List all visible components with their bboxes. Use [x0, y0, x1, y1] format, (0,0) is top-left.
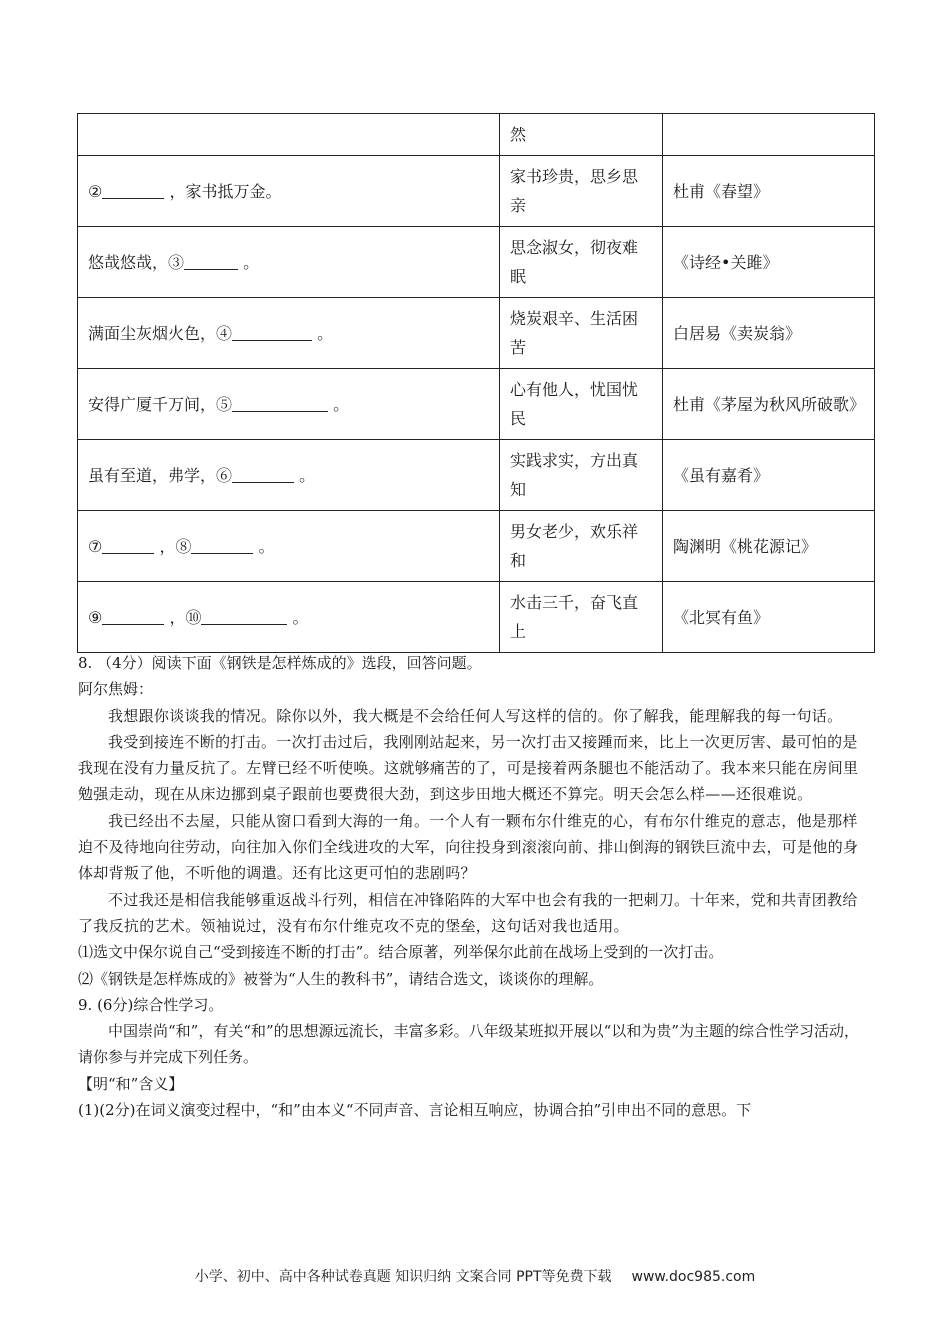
source-cell: 陶渊明《桃花源记》	[663, 511, 875, 582]
meaning-cell: 烧炭艰辛、生活困苦	[500, 298, 663, 369]
table-row	[78, 582, 875, 653]
excerpt-paragraph: 我想跟你谈谈我的情况。除你以外，我大概是不会给任何人写这样的信的。你了解我，能理解我的每一句话。	[108, 706, 843, 725]
meaning-cell: 心有他人，忧国忧民	[500, 369, 663, 440]
meaning-cell: 然	[500, 114, 663, 156]
answer-blank[interactable]	[184, 253, 238, 270]
source-cell: 《虽有嘉肴》	[663, 440, 875, 511]
source-cell: 白居易《卖炭翁》	[663, 298, 875, 369]
line-cell	[78, 114, 500, 156]
answer-blank[interactable]	[232, 324, 312, 341]
answer-blank[interactable]	[102, 182, 164, 199]
q9-section: 【明“和”含义】	[78, 1074, 184, 1093]
excerpt-paragraph: 我受到接连不断的打击。一次打击过后，我刚刚站起来，另一次打击又接踵而来，比上一次更厉害、最可怕的是我现在没有力量反抗了。左臂已经不听使唤。这就够痛苦的了，可是接着两条腿也不能活动了。我本来只能在房间里勉强走动，现在从床边挪到桌子跟前也要费很大劲，到这步田地大概还不算完。明天会怎么样——还很难说。	[78, 732, 859, 804]
excerpt-paragraph: 不过我还是相信我能够重返战斗行列，相信在冲锋陷阵的大军中也会有我的一把刺刀。十年来，党和共青团教给了我反抗的艺术。领袖说过，没有布尔什维克攻不克的堡垒，这句话对我也适用。	[78, 890, 858, 935]
source-cell: 《诗经•关雎》	[663, 227, 875, 298]
table-row	[78, 511, 875, 582]
answer-blank[interactable]	[232, 466, 294, 483]
line-cell: ② ，家书抵万金。	[78, 156, 500, 227]
footer-text: 小学、初中、高中各种试卷真题 知识归纳 文案合同 PPT等免费下载	[194, 1269, 612, 1285]
source-cell: 杜甫《茅屋为秋风所破歌》	[663, 369, 875, 440]
line-cell: ⑨ ，⑩ 。	[78, 582, 500, 653]
q9-title: 9. (6分)综合性学习。	[78, 995, 224, 1014]
answer-blank[interactable]	[191, 537, 253, 554]
source-cell: 杜甫《春望》	[663, 156, 875, 227]
answer-blank[interactable]	[232, 395, 328, 412]
line-cell: 满面尘灰烟火色，④ 。	[78, 298, 500, 369]
answer-blank[interactable]	[102, 537, 154, 554]
q9-intro: 中国崇尚“和”，有关“和”的思想源远流长，丰富多彩。八年级某班拟开展以“以和为贵”为主题的综合性学习活动，请你参与并完成下列任务。	[78, 1022, 860, 1067]
question-body	[78, 650, 868, 1123]
line-cell: 安得广厦千万间，⑤ 。	[78, 369, 500, 440]
excerpt-paragraph: 我已经出不去屋，只能从窗口看到大海的一角。一个人有一颗布尔什维克的心，有布尔什维克的意志，他是那样迫不及待地向往劳动，向往加入你们全线进攻的大军，向往投身到滚滚向前、排山倒海的钢铁巨流中去，可是他的身体却背叛了他，不听他的调遣。还有比这更可怕的悲剧吗？	[78, 811, 859, 883]
answer-blank[interactable]	[102, 608, 164, 625]
table-row	[78, 156, 875, 227]
poem-table	[77, 113, 875, 653]
meaning-cell: 家书珍贵，思乡思亲	[500, 156, 663, 227]
footer-url[interactable]: www.doc985.com	[631, 1269, 756, 1285]
meaning-cell: 思念淑女，彻夜难眠	[500, 227, 663, 298]
table-row	[78, 369, 875, 440]
table-row	[78, 440, 875, 511]
meaning-cell: 实践求实，方出真知	[500, 440, 663, 511]
source-cell: 《北冥有鱼》	[663, 582, 875, 653]
table-row	[78, 298, 875, 369]
line-cell: ⑦ ，⑧ 。	[78, 511, 500, 582]
meaning-cell: 男女老少，欢乐祥和	[500, 511, 663, 582]
answer-blank[interactable]	[201, 608, 287, 625]
q8-sub2: ⑵《钢铁是怎样炼成的》被誉为“人生的教科书”，请结合选文，谈谈你的理解。	[78, 969, 604, 988]
table-row	[78, 114, 875, 156]
q8-sub1: ⑴选文中保尔说自己“受到接连不断的打击”。结合原著，列举保尔此前在战场上受到的一次打击。	[78, 943, 724, 962]
page-footer	[0, 1266, 950, 1286]
line-cell: 悠哉悠哉，③ 。	[78, 227, 500, 298]
q9-sub1: (1)(2分)在词义演变过程中，“和”由本义“不同声音、言论相互响应，协调合拍”引申出不同的意思。下	[78, 1101, 752, 1120]
q8-title: 8. （4分）阅读下面《钢铁是怎样炼成的》选段，回答问题。	[78, 654, 482, 672]
line-cell: 虽有至道，弗学，⑥ 。	[78, 440, 500, 511]
letter-salutation: 阿尔焦姆：	[78, 680, 154, 699]
source-cell	[663, 114, 875, 156]
table-row	[78, 227, 875, 298]
meaning-cell: 水击三千，奋飞直上	[500, 582, 663, 653]
